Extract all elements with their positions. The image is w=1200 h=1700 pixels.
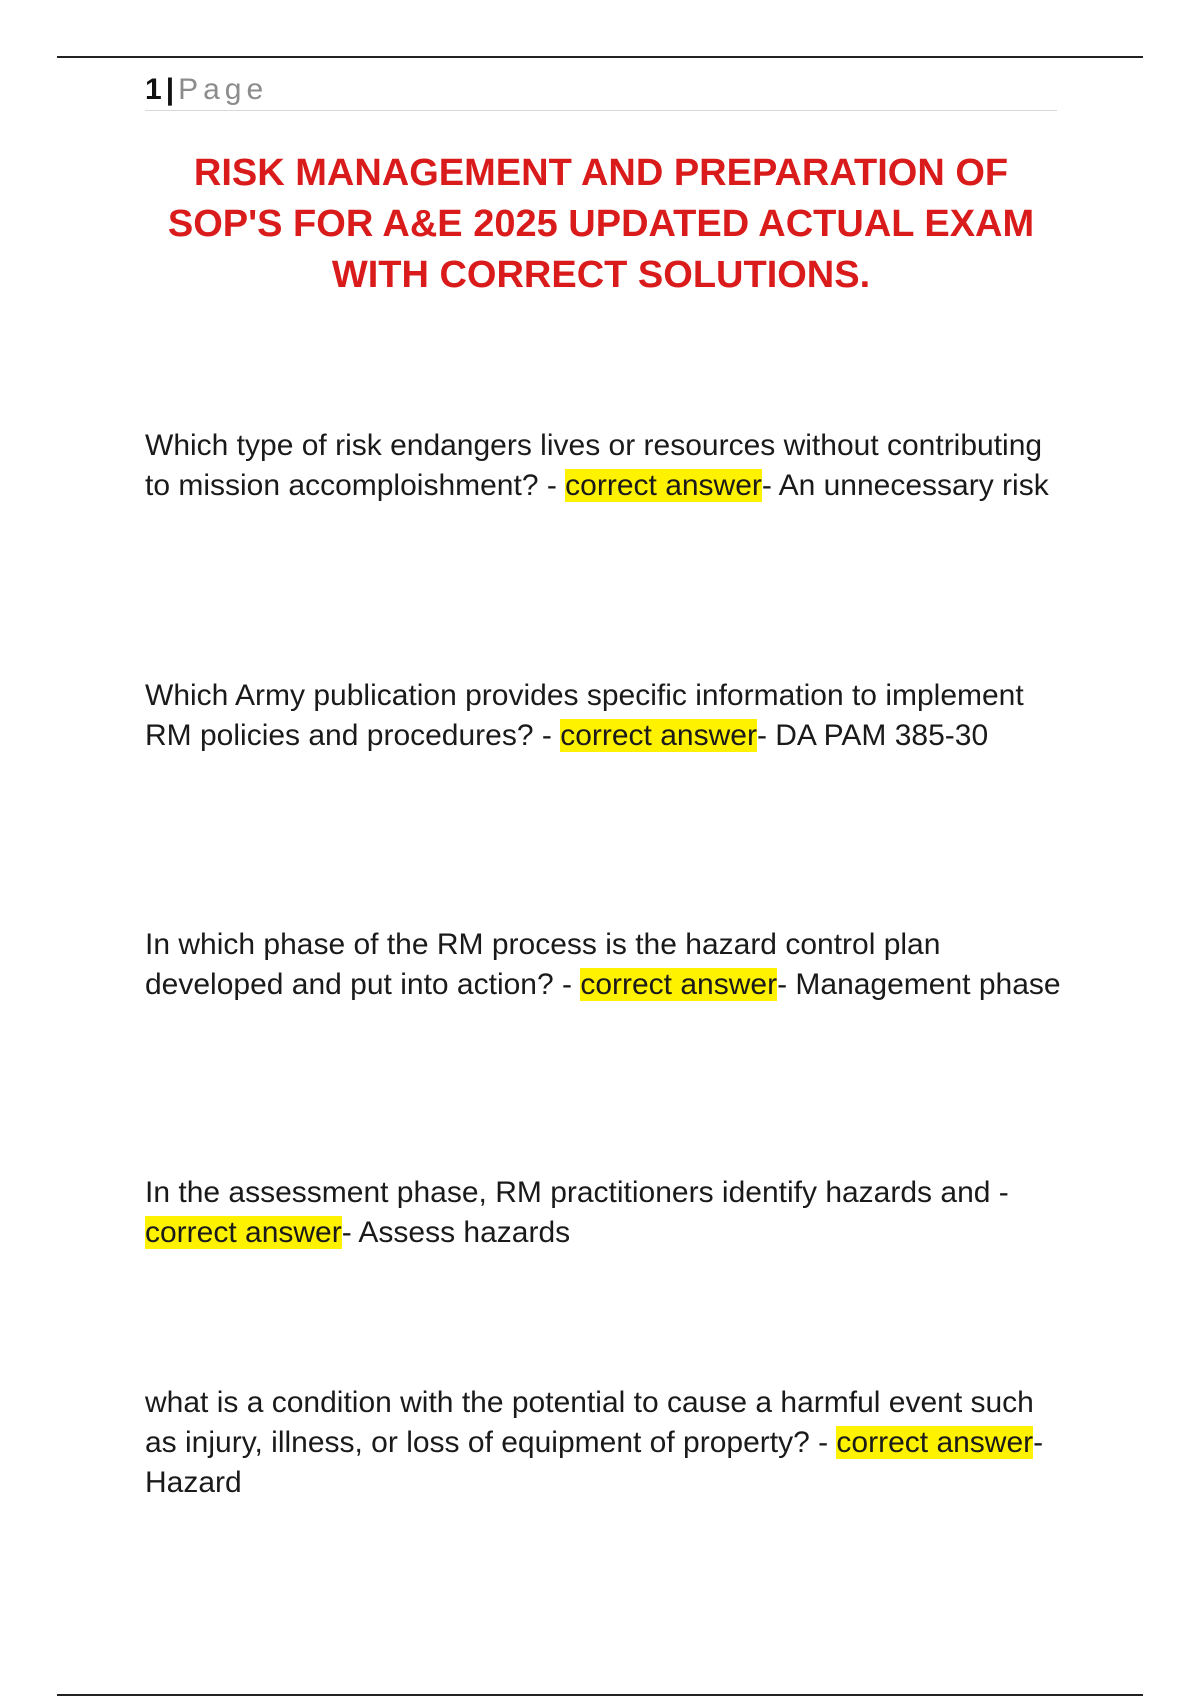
answer-text: - DA PAM 385-30 [756, 719, 989, 752]
answer-text: - Assess hazards [341, 1216, 571, 1249]
qa-item [145, 925, 1065, 1005]
qa-item [145, 1383, 1065, 1503]
top-rule [57, 56, 1143, 58]
answer-label-highlight: correct answer [580, 968, 778, 1001]
page-header [145, 70, 1057, 111]
qa-item [145, 426, 1065, 506]
answer-label-highlight: correct answer [145, 1216, 342, 1249]
page-separator: | [165, 73, 175, 106]
question-text: Which type of risk endangers lives or resources without contributing to mission accomploishment? - [145, 429, 1043, 502]
page-label: Page [178, 73, 269, 106]
question-text: In the assessment phase, RM practitioners identify hazards and - [145, 1176, 1009, 1209]
qa-item [145, 1173, 1065, 1253]
question-text: what is a condition with the potential to cause a harmful event such as injury, illness, or loss of equipment of property? - [145, 1386, 1034, 1459]
answer-label-highlight: correct answer [560, 719, 757, 752]
qa-item [145, 676, 1065, 756]
answer-label-highlight: correct answer [836, 1426, 1034, 1459]
answer-text: - An unnecessary risk [761, 469, 1049, 502]
question-text: Which Army publication provides specific information to implement RM policies and procedures? - [145, 679, 1024, 752]
answer-label-highlight: correct answer [565, 469, 762, 502]
bottom-rule [57, 1694, 1143, 1696]
document-title: RISK MANAGEMENT AND PREPARATION OF SOP'S FOR A&E 2025 UPDATED ACTUAL EXAM WITH CORRECT SOLUTIONS. [167, 152, 1035, 296]
answer-text: - Hazard [145, 1426, 1044, 1499]
page-number: 1 [145, 73, 162, 106]
question-text: In which phase of the RM process is the hazard control plan developed and put into action? - [145, 928, 941, 1001]
answer-text: - Management phase [777, 968, 1061, 1001]
